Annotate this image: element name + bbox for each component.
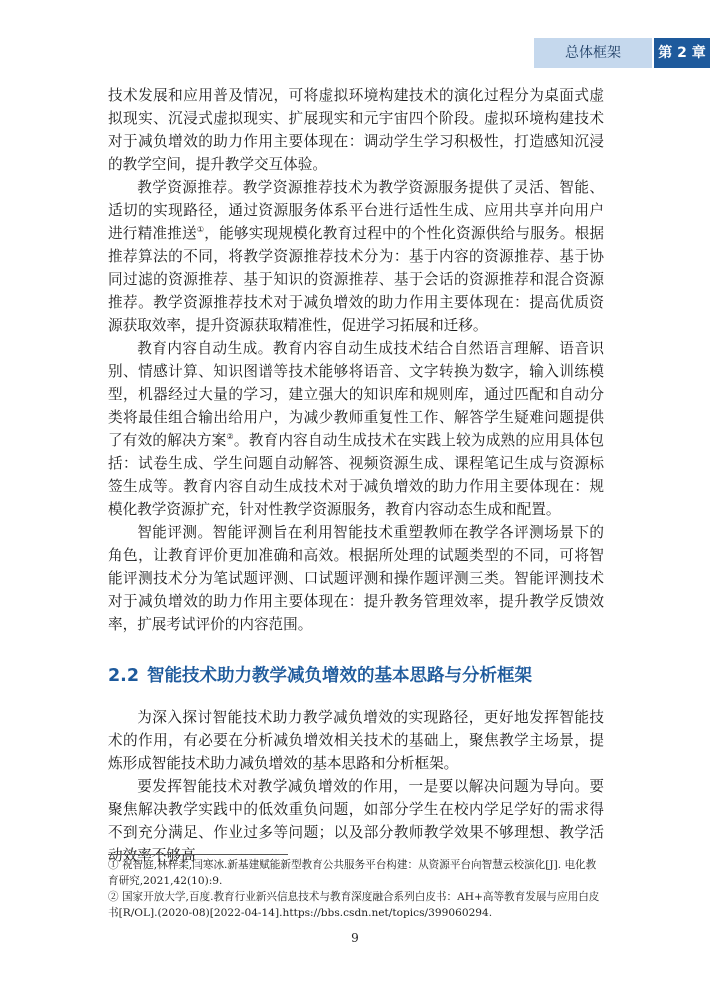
- paragraph-virtual-environment: 技术发展和应用普及情况，可将虚拟环境构建技术的演化过程分为桌面式虚拟现实、沉浸式虚拟现实、扩展现实和元宇宙四个阶段。虚拟环境构建技术对于减负增效的助力作用主要体现在：调动学生学习积极性，打造感知沉浸的教学空间，提升教学交互体验。: [108, 87, 604, 173]
- paragraph-text: ，能够实现规模化教育过程中的个性化资源供给与服务。根据推荐算法的不同，将教学资源推荐技术分为：基于内容的资源推荐、基于协同过滤的资源推荐、基于知识的资源推荐、基于会话的资源推荐和混合资源推荐。教学资源推荐技术对于减负增效的助力作用主要体现在：提高优质资源获取效率，提升资源获取精准性，促进学习拓展和迁移。: [108, 225, 604, 334]
- paragraph-intelligent-assessment: 智能评测。智能评测旨在利用智能技术重塑教师在教学各评测场景下的角色，让教育评价更加准确和高效。根据所处理的试题类型的不同，可将智能评测技术分为笔试题评测、口试题评测和操作题评测三类。智能评测技术对于减负增效的助力作用主要体现在：提升教务管理效率，提升教学反馈效率，扩展考试评价的内容范围。: [108, 524, 604, 633]
- paragraph-resource-recommendation: [108, 176, 604, 337]
- header-chapter-label: 第 2 章: [654, 38, 710, 68]
- paragraph-problem-oriented: 要发挥智能技术对教学减负增效的作用，一是要以解决问题为导向。要聚焦解决教学实践中的低效重负问题，如部分学生在校内学足学好的需求得不到充分满足、作业过多等问题；以及部分教师教学效果不够理想、教学活动效率不够高: [108, 778, 604, 864]
- paragraph-text: 教学资源推荐。教学资源推荐技术为教学资源服务提供了灵活、智能、适切的实现路径，通过资源服务体系平台进行适性生成、应用共享并向用户进行精准推送: [108, 179, 604, 242]
- paragraph-text: 。教育内容自动生成技术在实践上较为成熟的应用具体包括：试卷生成、学生问题自动解答、视频资源生成、课程笔记生成与资源标签生成等。教育内容自动生成技术对于减负增效的助力作用主要体现在：规模化教学资源扩充，针对性教学资源服务，教育内容动态生成和配置。: [108, 432, 604, 518]
- paragraph-content-generation: [108, 337, 604, 521]
- page-number: 9: [351, 931, 359, 945]
- paragraph-framework-intro: 为深入探讨智能技术助力教学减负增效的实现路径，更好地发挥智能技术的作用，有必要在分析减负增效相关技术的基础上，聚焦教学主场景，提炼形成智能技术助力减负增效的基本思路和分析框架。: [108, 709, 604, 772]
- footnote-2: ② 国家开放大学,百度.教育行业新兴信息技术与教育深度融合系列白皮书：AH+高等教育发展与应用白皮书[R/OL].(2020-08)[2022-04-14].https://bbs.csdn.net/topics/399060294.: [108, 891, 600, 919]
- footnote-ref-1[interactable]: ①: [196, 225, 205, 235]
- body-text-top: [108, 84, 604, 636]
- footnotes: [108, 858, 604, 922]
- section-number: 2.2: [108, 666, 140, 686]
- running-header: [534, 38, 710, 68]
- footnote-ref-2[interactable]: ②: [226, 432, 234, 442]
- section-title: 智能技术助力教学减负增效的基本思路与分析框架: [147, 666, 533, 686]
- header-section-label: 总体框架: [534, 38, 652, 68]
- section-heading: [108, 663, 604, 689]
- footnote-divider: [108, 854, 288, 855]
- body-text-bottom: [108, 706, 604, 867]
- footnote-1: ① 祝智庭,林梓柔,闫寒冰.新基建赋能新型教育公共服务平台构建：从资源平台向智慧云校演化[J]. 电化教育研究,2021,42(10):9.: [108, 859, 597, 887]
- paragraph-text: 教育内容自动生成。教育内容自动生成技术结合自然语言理解、语音识别、情感计算、知识图谱等技术能够将语音、文字转换为数字，输入训练模型，机器经过大量的学习，建立强大的知识库和规则库，通过匹配和自动分类将最佳组合输出给用户，为减少教师重复性工作、解答学生疑难问题提供了有效的解决方案: [108, 340, 604, 449]
